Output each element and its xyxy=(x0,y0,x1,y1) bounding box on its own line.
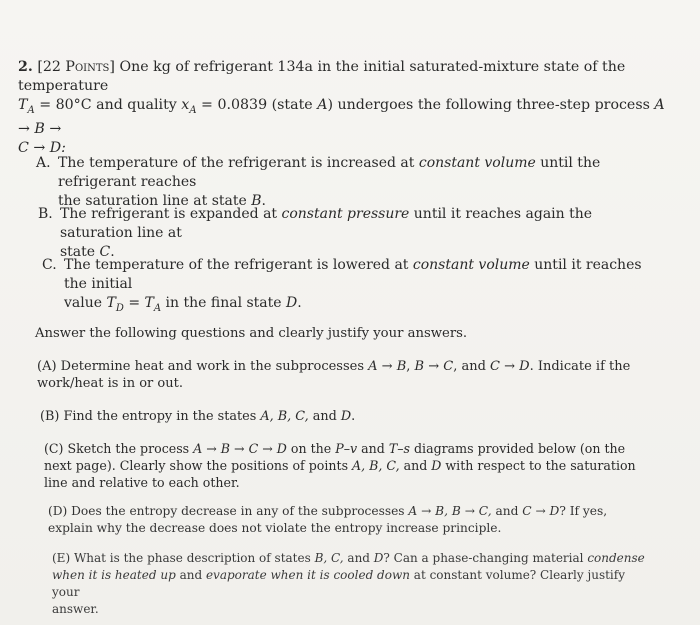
state-symbol: D xyxy=(286,295,298,311)
step-b xyxy=(38,205,660,262)
question-text: (C) Sketch the process xyxy=(44,441,194,456)
question-text: with respect to the saturation xyxy=(441,458,636,473)
problem-number: 2. xyxy=(18,59,33,75)
question-text: line and relative to each other. xyxy=(44,475,240,490)
process-symbol: C → D xyxy=(522,504,560,518)
question-text: diagrams provided below (on the xyxy=(409,441,626,456)
step-text: in the final state xyxy=(161,295,287,311)
question-text: explain why the decrease does not violate the entropy increase principle. xyxy=(48,521,502,535)
statement-text: = 80°C and quality xyxy=(34,97,182,113)
step-label: B. xyxy=(38,206,53,222)
step-text: The refrigerant is expanded at xyxy=(60,206,282,222)
temp-symbol: T xyxy=(144,295,154,311)
question-text: , and xyxy=(453,359,491,374)
quality-subscript: A xyxy=(189,104,197,116)
process-symbol: A → B xyxy=(368,359,407,374)
question-text: and xyxy=(357,441,389,456)
question-text: and xyxy=(343,551,374,565)
question-text: next page). Clearly show the positions of points xyxy=(44,458,353,473)
process-symbol: B → C xyxy=(414,359,454,374)
emphasis: evaporate when it is cooled down xyxy=(205,568,410,582)
process-symbol: C → D xyxy=(490,359,530,374)
step-a xyxy=(36,154,658,211)
step-label: C. xyxy=(42,257,57,273)
question-a xyxy=(37,358,637,392)
state-symbol: C xyxy=(99,244,111,260)
temp-symbol: T xyxy=(18,97,28,113)
step-text: until it reaches the initial xyxy=(64,257,642,292)
emphasis: constant volume xyxy=(418,155,536,171)
question-text: (B) Find the entropy in the states xyxy=(40,409,261,424)
process-sequence: C → D: xyxy=(18,139,66,156)
temp-subscript: D xyxy=(115,302,124,314)
process-symbol: A → B, B → C, xyxy=(408,504,492,518)
question-text: and xyxy=(491,504,523,518)
state-symbol: A xyxy=(317,97,328,113)
instructions: Answer the following questions and clearly justify your answers. xyxy=(35,326,468,341)
punctuation: . xyxy=(297,295,302,311)
punctuation: . xyxy=(110,244,115,260)
emphasis: when it is heated up xyxy=(52,568,176,582)
step-text: The temperature of the refrigerant is increased at xyxy=(58,155,419,171)
state-symbol: D xyxy=(431,458,442,473)
step-label: A. xyxy=(36,155,51,171)
process-symbol: A → B → C → D xyxy=(193,441,287,456)
statement-text: = 0.0839 (state xyxy=(196,97,318,113)
question-text: (A) Determine heat and work in the subprocesses xyxy=(37,359,369,374)
question-text: ? Can a phase-changing material xyxy=(383,551,588,565)
state-symbol: B xyxy=(251,193,262,209)
temp-subscript: A xyxy=(153,302,162,314)
question-e xyxy=(52,550,652,618)
diagram-symbol: P–v xyxy=(335,441,358,456)
question-text: ? If yes, xyxy=(559,504,608,518)
question-text: at constant volume? Clearly justify your xyxy=(52,568,625,599)
step-text: state xyxy=(60,244,100,260)
state-symbols: A, B, C, xyxy=(352,458,400,473)
punctuation: . xyxy=(261,193,266,209)
question-text: and xyxy=(308,409,341,424)
question-text: (E) What is the phase description of states xyxy=(52,551,315,565)
question-d xyxy=(48,503,648,537)
punctuation: . xyxy=(351,409,356,424)
quality-symbol: x xyxy=(181,97,190,113)
state-symbol: D xyxy=(373,551,384,565)
step-text: until the refrigerant reaches xyxy=(58,155,601,190)
step-c xyxy=(42,256,664,318)
step-text: value xyxy=(64,295,107,311)
step-text: the saturation line at state xyxy=(58,193,252,209)
question-text: and xyxy=(175,568,206,582)
question-text: . Indicate if the xyxy=(529,359,631,374)
punctuation: , xyxy=(406,359,415,374)
statement-text: ) undergoes the following three-step process xyxy=(327,97,655,113)
state-symbols: B, C, xyxy=(314,551,344,565)
problem-statement xyxy=(18,58,678,158)
step-text: until it reaches again the saturation line at xyxy=(60,206,593,241)
state-symbol: D xyxy=(340,409,352,424)
process-sequence: A → B → xyxy=(18,97,665,137)
question-text: on the xyxy=(286,441,336,456)
temp-subscript: A xyxy=(27,104,35,116)
statement-text: One kg of refrigerant 134a in the initial saturated-mixture state of the temperature xyxy=(18,59,626,94)
temp-symbol: T xyxy=(106,295,116,311)
step-text: The temperature of the refrigerant is lowered at xyxy=(64,257,413,273)
question-text: answer. xyxy=(52,602,99,616)
diagram-symbol: T–s xyxy=(388,441,410,456)
state-symbols: A, B, C, xyxy=(260,409,309,424)
emphasis: condense xyxy=(587,551,645,565)
question-b xyxy=(40,408,640,425)
question-text: work/heat is in or out. xyxy=(37,376,183,391)
question-text: and xyxy=(399,458,432,473)
emphasis: constant pressure xyxy=(281,206,410,222)
question-c xyxy=(44,440,644,491)
emphasis: constant volume xyxy=(412,257,530,273)
question-text: (D) Does the entropy decrease in any of the subprocesses xyxy=(48,504,409,518)
points-label: [22 Points] xyxy=(37,59,115,75)
equals-sign: = xyxy=(123,295,145,311)
